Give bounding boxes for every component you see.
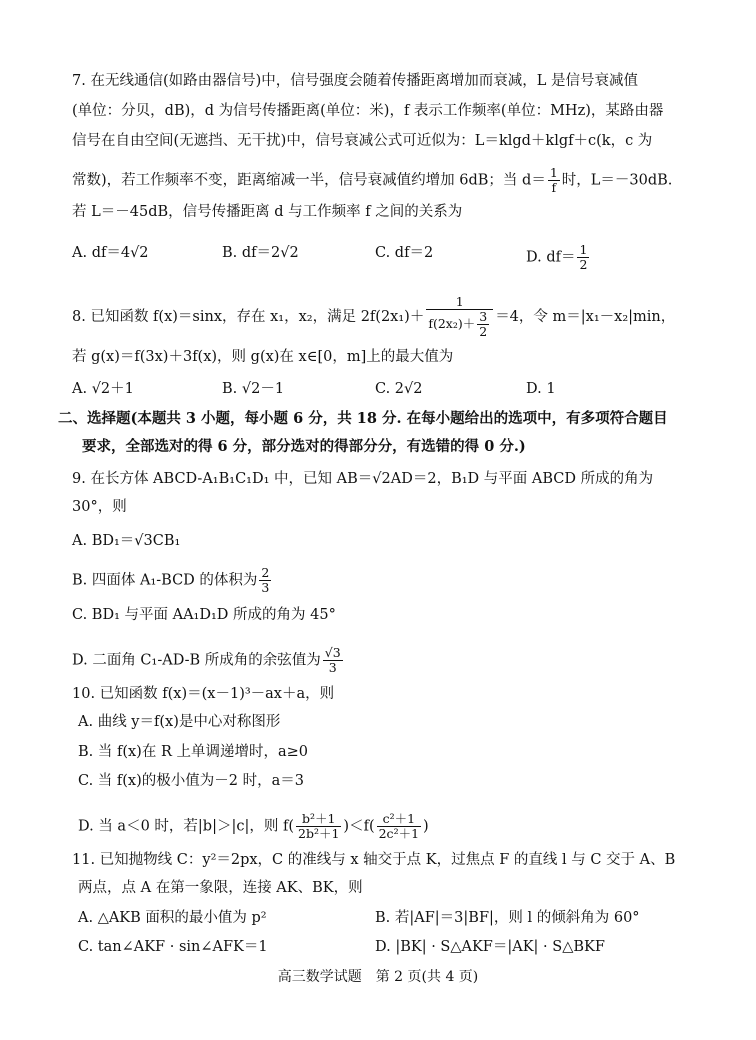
q8-inner-num: 3 — [479, 309, 488, 324]
q10-option-d-pre: D. 当 a＜0 时，若|b|＞|c|，则 f( — [78, 818, 294, 835]
q9-line-1: 9. 在长方体 ABCD-A₁B₁C₁D₁ 中，已知 AB＝√2AD＝2，B₁D 与平面 ABCD 所成的角为 — [72, 471, 654, 487]
q7-option-a: A. df＝4√2 — [72, 245, 149, 261]
q9-option-c: C. BD₁ 与平面 AA₁D₁D 所成的角为 45° — [72, 607, 336, 623]
q10-option-d — [78, 812, 429, 841]
q7-frac-den: f — [551, 180, 557, 195]
q8-frac-num: 1 — [426, 295, 493, 310]
q7-option-d-fraction — [577, 243, 589, 272]
q8-line-1 — [72, 295, 675, 339]
section-2-line-2: 要求，全部选对的得 6 分，部分选对的得部分分，有选错的得 0 分.) — [82, 438, 526, 455]
q7-line-1: 7. 在无线通信(如路由器信号)中，信号强度会随着传播距离增加而衰减，L 是信号衰减值 — [72, 73, 638, 89]
q11-option-b: B. 若|AF|＝3|BF|，则 l 的倾斜角为 60° — [375, 910, 640, 926]
q10-opt-d-den-c: 2c²＋1 — [378, 826, 420, 841]
q10-option-b: B. 当 f(x)在 R 上单调递增时，a≥0 — [78, 744, 308, 760]
q10-option-a: A. 曲线 y＝f(x)是中心对称图形 — [78, 714, 281, 730]
q7-fraction — [548, 166, 560, 195]
q9-opt-d-den: 3 — [328, 660, 337, 675]
q7-opt-d-num: 1 — [579, 242, 588, 257]
q9-option-d-fraction — [323, 646, 343, 675]
q10-line-1: 10. 已知函数 f(x)＝(x－1)³－ax＋a，则 — [72, 686, 335, 702]
q9-option-b-fraction — [259, 566, 271, 595]
q9-opt-d-num: √3 — [324, 645, 341, 660]
q10-opt-d-num-c: c²＋1 — [377, 812, 421, 827]
page-footer: 高三数学试题 第 2 页(共 4 页) — [277, 969, 479, 985]
q9-opt-b-num: 2 — [261, 565, 270, 580]
q8-option-d: D. 1 — [526, 381, 556, 397]
q9-line-2: 30°，则 — [72, 499, 127, 515]
q9-option-b — [72, 566, 273, 595]
section-2-line-1: 二、选择题(本题共 3 小题，每小题 6 分，共 18 分. 在每小题给出的选项中，有多项符合题目 — [58, 410, 668, 427]
q8-option-c: C. 2√2 — [375, 381, 423, 397]
q8-inner-den: 2 — [479, 324, 488, 339]
q11-option-d: D. |BK| · S△AKF＝|AK| · S△BKF — [375, 939, 605, 955]
q11-option-a: A. △AKB 面积的最小值为 p² — [78, 910, 267, 926]
q8-inner-fraction — [477, 310, 489, 339]
q7-option-c: C. df＝2 — [375, 245, 434, 261]
q7-option-d — [526, 243, 591, 272]
q8-line-1-post: ＝4，令 m＝|x₁－x₂|min， — [495, 309, 676, 325]
q8-fraction — [426, 295, 493, 339]
q7-line-4 — [72, 166, 672, 195]
q7-opt-d-den: 2 — [579, 257, 588, 272]
q8-line-1-pre: 8. 已知函数 f(x)＝sinx，存在 x₁，x₂，满足 2f(2x₁)＋ — [72, 309, 425, 325]
q8-frac-den-text: f(2x₂)＋ — [428, 316, 476, 331]
q7-line-3: 信号在自由空间(无遮挡、无干扰)中，信号衰减公式可近似为：L＝klgd＋klgf＋c(k，c 为 — [72, 133, 653, 149]
q11-option-c: C. tan∠AKF · sin∠AFK＝1 — [78, 939, 268, 955]
q10-option-d-fraction-b — [296, 812, 341, 841]
q11-line-2: 两点，点 A 在第一象限，连接 AK、BK，则 — [78, 880, 363, 896]
q9-option-b-text: B. 四面体 A₁-BCD 的体积为 — [72, 572, 258, 589]
q11-line-1: 11. 已知抛物线 C：y²＝2px，C 的准线与 x 轴交于点 K，过焦点 F 的直线 l 与 C 交于 A、B — [72, 852, 676, 868]
q9-option-d-text: D. 二面角 C₁-AD-B 所成角的余弦值为 — [72, 652, 321, 669]
q8-option-b: B. √2－1 — [222, 381, 285, 397]
q10-option-d-mid: )＜f( — [343, 818, 375, 835]
q10-opt-d-den-b: 2b²＋1 — [298, 826, 340, 841]
q7-line-2: (单位：分贝，dB)，d 为信号传播距离(单位：米)，f 表示工作频率(单位：MHz)，某路由器 — [72, 103, 664, 119]
q8-line-2: 若 g(x)＝f(3x)＋3f(x)，则 g(x)在 x∈[0，m]上的最大值为 — [72, 349, 454, 365]
q10-opt-d-num-b: b²＋1 — [296, 812, 341, 827]
q7-option-d-text: D. df＝ — [526, 249, 576, 266]
q7-option-b: B. df＝2√2 — [222, 245, 299, 261]
q9-option-d — [72, 646, 345, 675]
q7-line-4-text: 常数)，若工作频率不变，距离缩减一半，信号衰减值约增加 6dB；当 d＝ — [72, 172, 546, 189]
q9-option-a: A. BD₁＝√3CB₁ — [72, 533, 181, 549]
q10-option-d-post: ) — [423, 818, 429, 835]
q10-option-c: C. 当 f(x)的极小值为－2 时，a＝3 — [78, 773, 304, 789]
q8-frac-den — [426, 310, 493, 339]
q8-option-a: A. √2＋1 — [72, 381, 134, 397]
q10-option-d-fraction-c — [377, 812, 421, 841]
q9-opt-b-den: 3 — [261, 580, 270, 595]
q7-frac-num: 1 — [549, 165, 558, 180]
q7-line-5: 若 L＝－45dB，信号传播距离 d 与工作频率 f 之间的关系为 — [72, 204, 463, 220]
q7-line-4-tail: 时，L＝－30dB. — [561, 172, 673, 189]
